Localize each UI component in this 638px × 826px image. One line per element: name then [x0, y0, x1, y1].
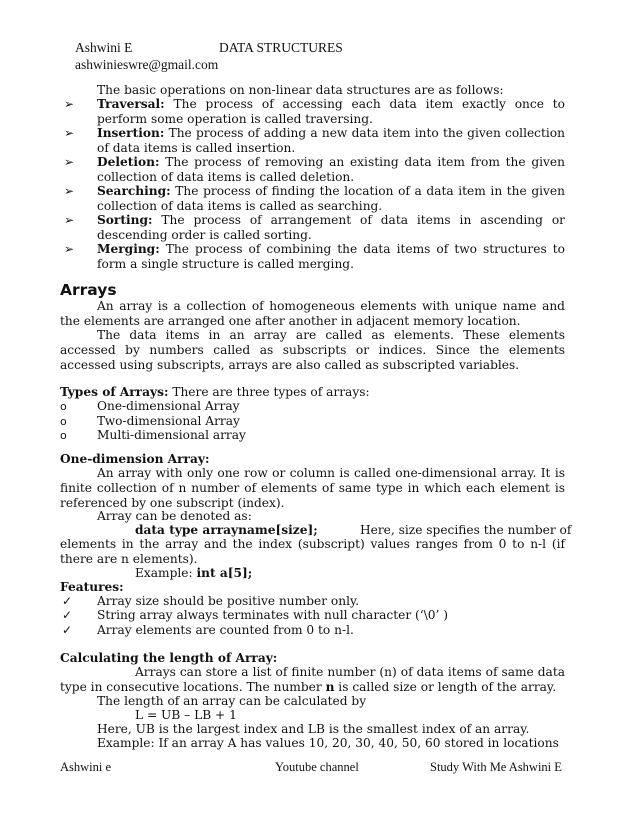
list-item: Two-dimensional Array: [97, 414, 240, 428]
length-paragraph-1: Arrays can store a list of finite number (n) of data items of same data type in consecutive locations. The number n is called size or length of the array.: [60, 665, 565, 694]
footer-center: Youtube channel: [275, 760, 359, 774]
subheading-one-dimension: One-dimension Array:: [60, 452, 210, 466]
one-dim-paragraph-2: Array can be denoted as:: [97, 509, 252, 523]
subheading-features: Features:: [60, 580, 124, 594]
checkmark-icon: ✓: [62, 594, 73, 608]
one-dim-paragraph-1: An array with only one row or column is called one-dimensional array. It is finite collection of n number of elements of same type in which each element is referenced by one subscript (index).: [60, 466, 565, 510]
arrow-bullet-icon: ➢: [64, 97, 75, 111]
header-subject: DATA STRUCTURES: [219, 40, 343, 55]
syntax-code: data type arrayname[size];: [135, 523, 318, 537]
list-item: One-dimensional Array: [97, 399, 240, 413]
list-item: Multi-dimensional array: [97, 428, 246, 442]
header-email: ashwinieswre@gmail.com: [75, 57, 219, 72]
list-item: Array size should be positive number only.: [97, 594, 360, 608]
footer-right: Study With Me Ashwini E: [430, 760, 562, 774]
arrow-bullet-icon: ➢: [64, 184, 75, 198]
subheading-length: Calculating the length of Array:: [60, 651, 278, 665]
list-item: Insertion: The process of adding a new data item into the given collection of data items is called insertion.: [97, 126, 565, 155]
list-item: Sorting: The process of arrangement of data items in ascending or descending order is called sorting.: [97, 213, 565, 242]
footer-left: Ashwini e: [60, 760, 112, 774]
list-item: Deletion: The process of removing an existing data item from the given collection of data items is called deletion.: [97, 155, 565, 184]
list-item: Traversal: The process of accessing each data item exactly once to perform some operation is called traversing.: [97, 97, 565, 126]
list-item: Searching: The process of finding the location of a data item in the given collection of data items is called as searching.: [97, 184, 565, 213]
ops-intro: The basic operations on non-linear data structures are as follows:: [97, 83, 504, 97]
example-line: Example: int a[5];: [135, 566, 253, 580]
circle-bullet-icon: o: [60, 415, 67, 428]
length-paragraph-4: Example: If an array A has values 10, 20, 30, 40, 50, 60 stored in locations: [97, 736, 559, 750]
list-item: Array elements are counted from 0 to n-l.: [97, 623, 354, 637]
length-paragraph-2: The length of an array can be calculated by: [97, 694, 367, 708]
list-item: Merging: The process of combining the data items of two structures to form a single structure is called merging.: [97, 242, 565, 271]
arrow-bullet-icon: ➢: [64, 155, 75, 169]
list-item: String array always terminates with null character (‘\0’ ): [97, 608, 449, 622]
checkmark-icon: ✓: [62, 608, 73, 622]
types-line: Types of Arrays: There are three types of arrays:: [60, 385, 370, 399]
one-dim-paragraph-3: elements in the array and the index (subscript) values ranges from 0 to n-l (if there are n elements).: [60, 537, 565, 566]
arrow-bullet-icon: ➢: [64, 126, 75, 140]
section-heading-arrays: Arrays: [60, 281, 117, 299]
arrays-paragraph-1: An array is a collection of homogeneous elements with unique name and the elements are arranged one after another in adjacent memory location.: [60, 299, 565, 328]
checkmark-icon: ✓: [62, 623, 73, 637]
circle-bullet-icon: o: [60, 429, 67, 442]
syntax-note: Here, size specifies the number of: [360, 523, 572, 537]
length-formula: L = UB – LB + 1: [135, 708, 237, 722]
header-author: Ashwini E: [75, 40, 133, 55]
circle-bullet-icon: o: [60, 400, 67, 413]
arrow-bullet-icon: ➢: [64, 242, 75, 256]
arrow-bullet-icon: ➢: [64, 213, 75, 227]
arrays-paragraph-2: The data items in an array are called as elements. These elements accessed by numbers called as subscripts or indices. Since the elements accessed using subscripts, arrays are also called as subscripted variables.: [60, 328, 565, 372]
length-paragraph-3: Here, UB is the largest index and LB is the smallest index of an array.: [97, 722, 530, 736]
